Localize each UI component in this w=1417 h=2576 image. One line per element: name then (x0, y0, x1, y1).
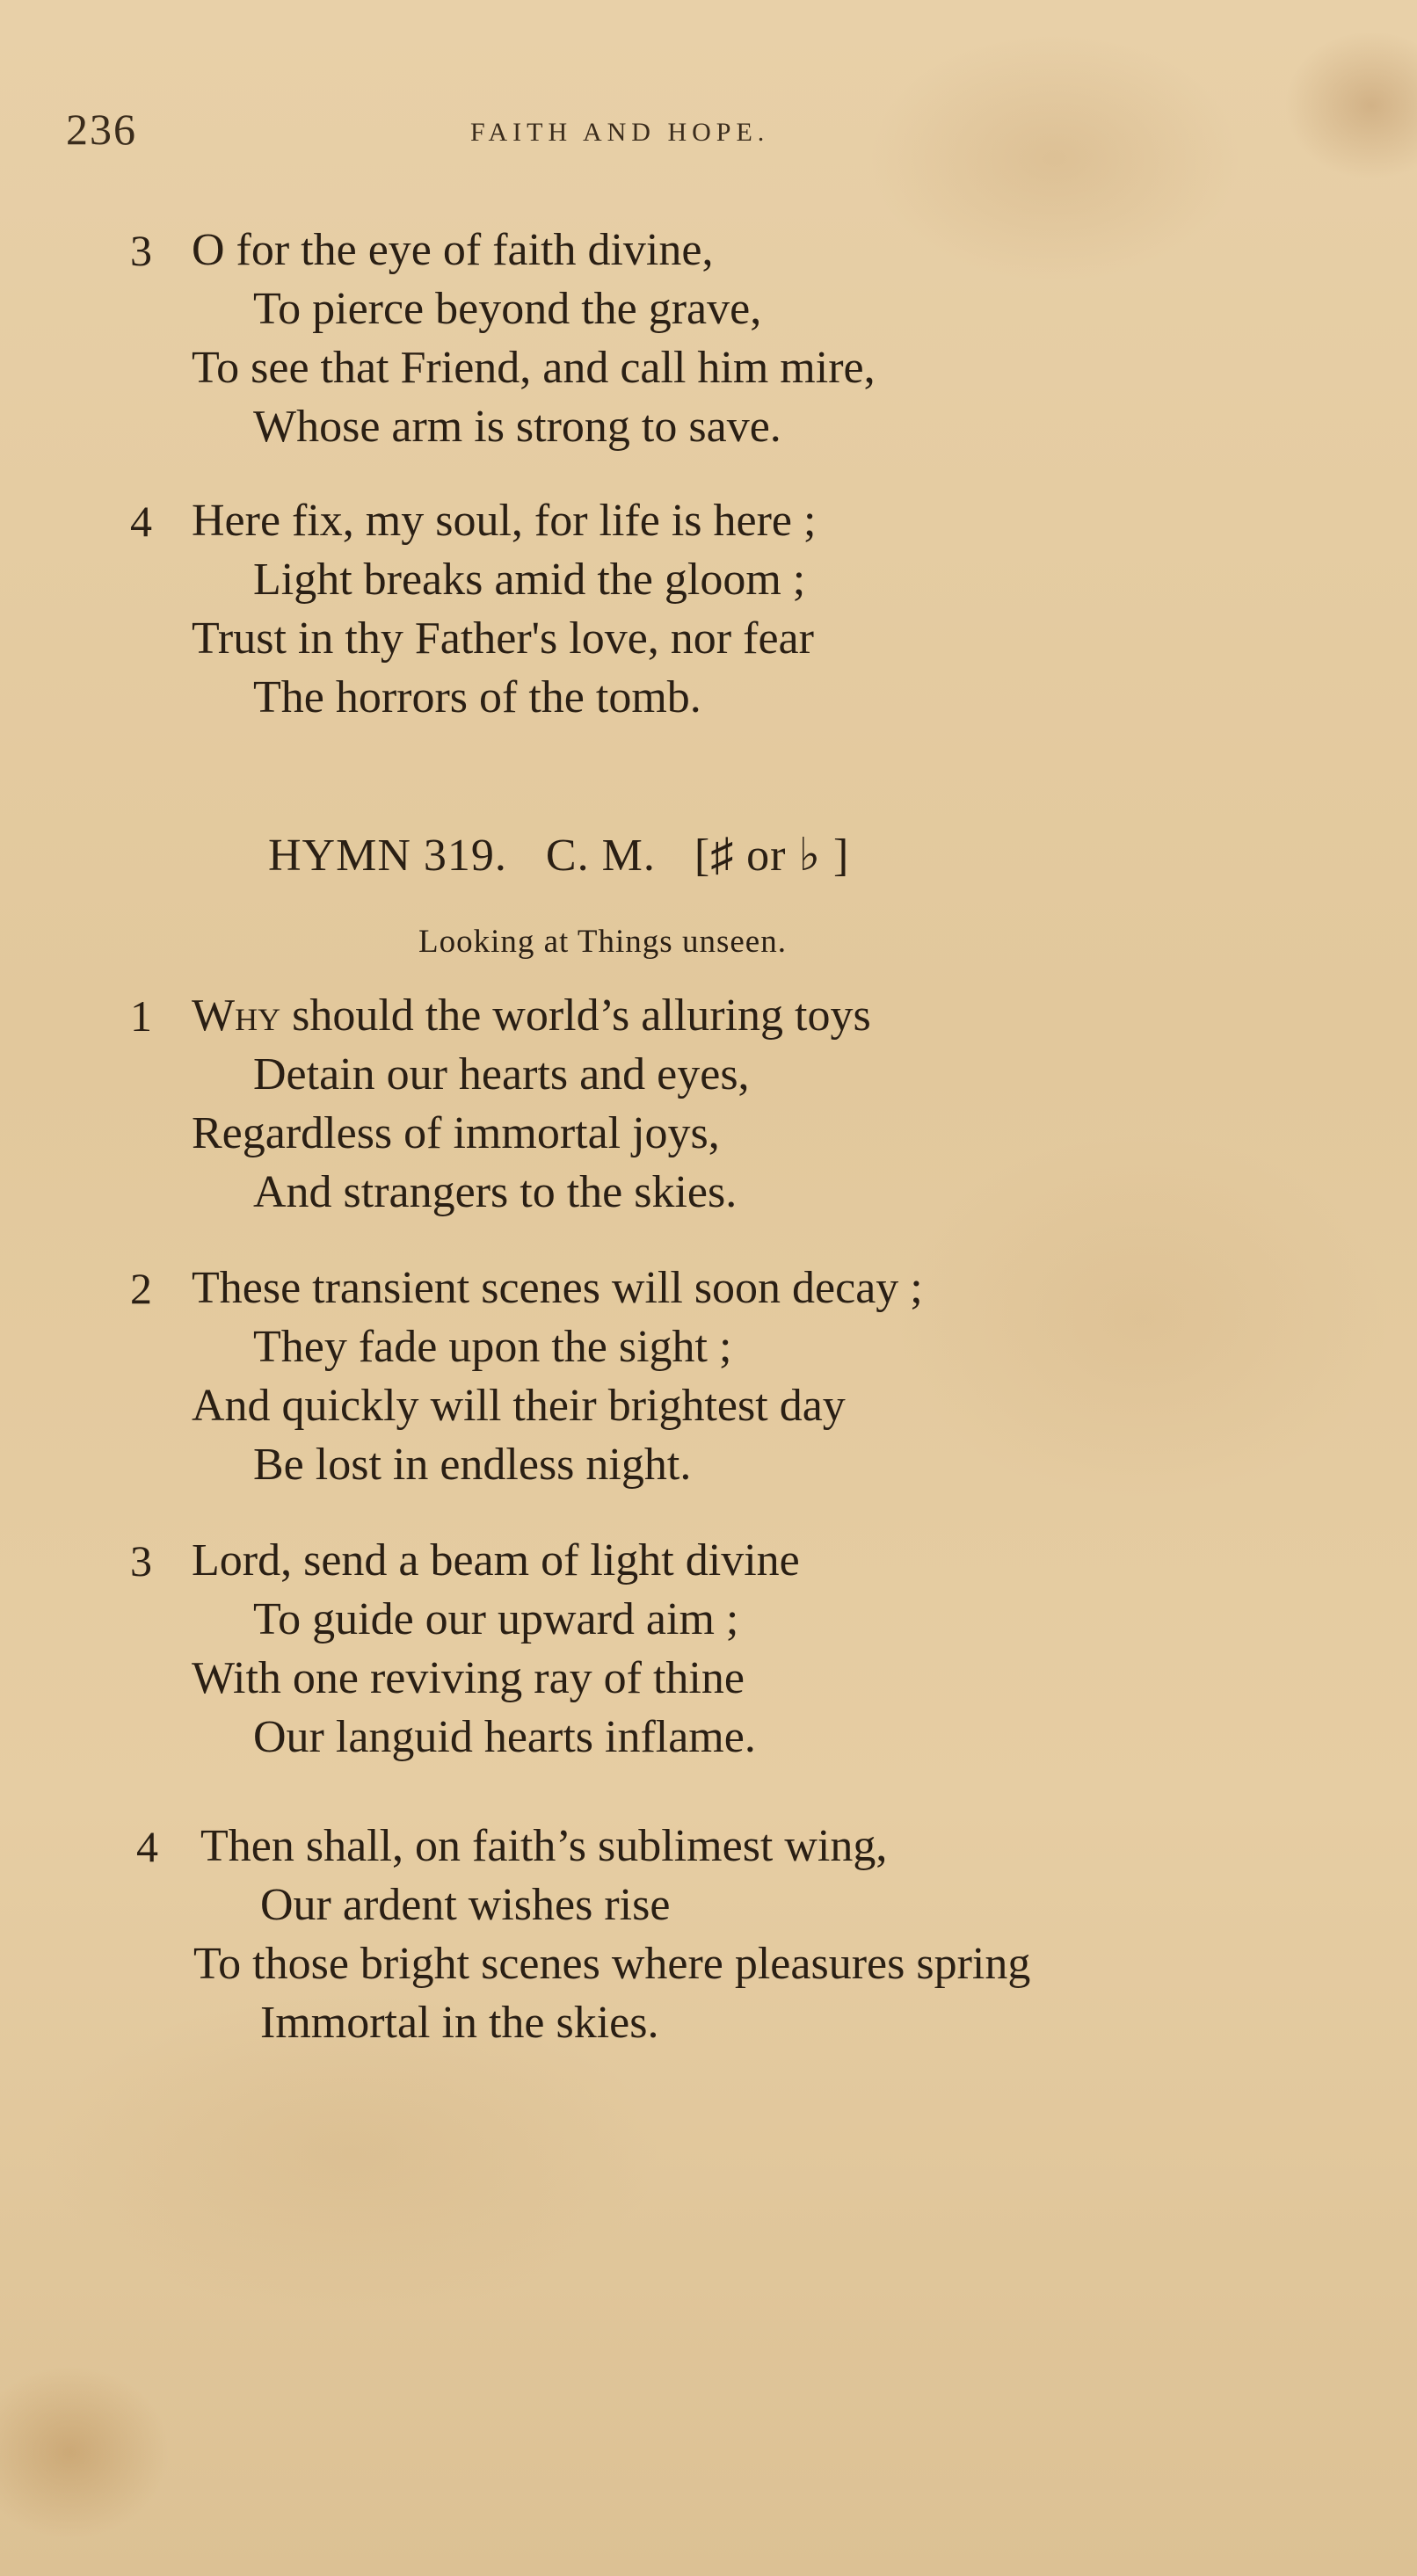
running-head: FAITH AND HOPE. (470, 118, 770, 147)
stanza-number: 1 (130, 991, 152, 1041)
hymn-subtitle: Looking at Things unseen. (418, 924, 787, 960)
verse-line: They fade upon the sight ; (253, 1322, 732, 1372)
verse-line: Whose arm is strong to save. (253, 402, 781, 452)
verse-line: Our ardent wishes rise (260, 1880, 671, 1930)
verse-line: To see that Friend, and call him mire, (192, 343, 876, 393)
first-word: Why (192, 990, 281, 1041)
stanza-number: 3 (130, 226, 152, 275)
verse-line: Light breaks amid the gloom ; (253, 555, 806, 605)
verse-line: To pierce beyond the grave, (253, 284, 762, 334)
hymn-number: HYMN 319. (268, 831, 507, 881)
verse-line: And quickly will their brightest day (192, 1381, 846, 1431)
first-line-rest: should the world’s alluring toys (280, 990, 871, 1041)
stanza-number: 2 (130, 1264, 152, 1313)
verse-line: Here fix, my soul, for life is here ; (192, 496, 817, 546)
hymn-heading (268, 829, 876, 882)
verse-line: Immortal in the skies. (260, 1998, 659, 2048)
verse-line: Trust in thy Father's love, nor fear (192, 613, 814, 664)
verse-line: And strangers to the skies. (253, 1167, 738, 1217)
stanza-number: 4 (136, 1822, 158, 1871)
verse-line: To guide our upward aim ; (253, 1594, 739, 1644)
verse-line: Regardless of immortal joys, (192, 1108, 720, 1158)
stanza-number: 4 (130, 497, 152, 546)
verse-line: Detain our hearts and eyes, (253, 1049, 750, 1099)
verse-line: To those bright scenes where pleasures spring (193, 1939, 1031, 1989)
verse-line (192, 990, 871, 1041)
verse-line: O for the eye of faith divine, (192, 225, 714, 275)
verse-line: These transient scenes will soon decay ; (192, 1263, 923, 1313)
verse-line: The horrors of the tomb. (253, 672, 701, 722)
page-number: 236 (66, 105, 137, 154)
verse-line: Be lost in endless night. (253, 1440, 692, 1490)
page-header (66, 104, 1341, 156)
verse-line: Our languid hearts inflame. (253, 1712, 756, 1762)
stanza-number: 3 (130, 1536, 152, 1586)
verse-line: Then shall, on faith’s sublimest wing, (200, 1821, 888, 1871)
hymn-meter: C. M. (545, 831, 656, 881)
hymn-key: [♯ or ♭ ] (694, 831, 850, 881)
verse-line: With one reviving ray of thine (192, 1653, 745, 1703)
verse-line: Lord, send a beam of light divine (192, 1535, 800, 1586)
